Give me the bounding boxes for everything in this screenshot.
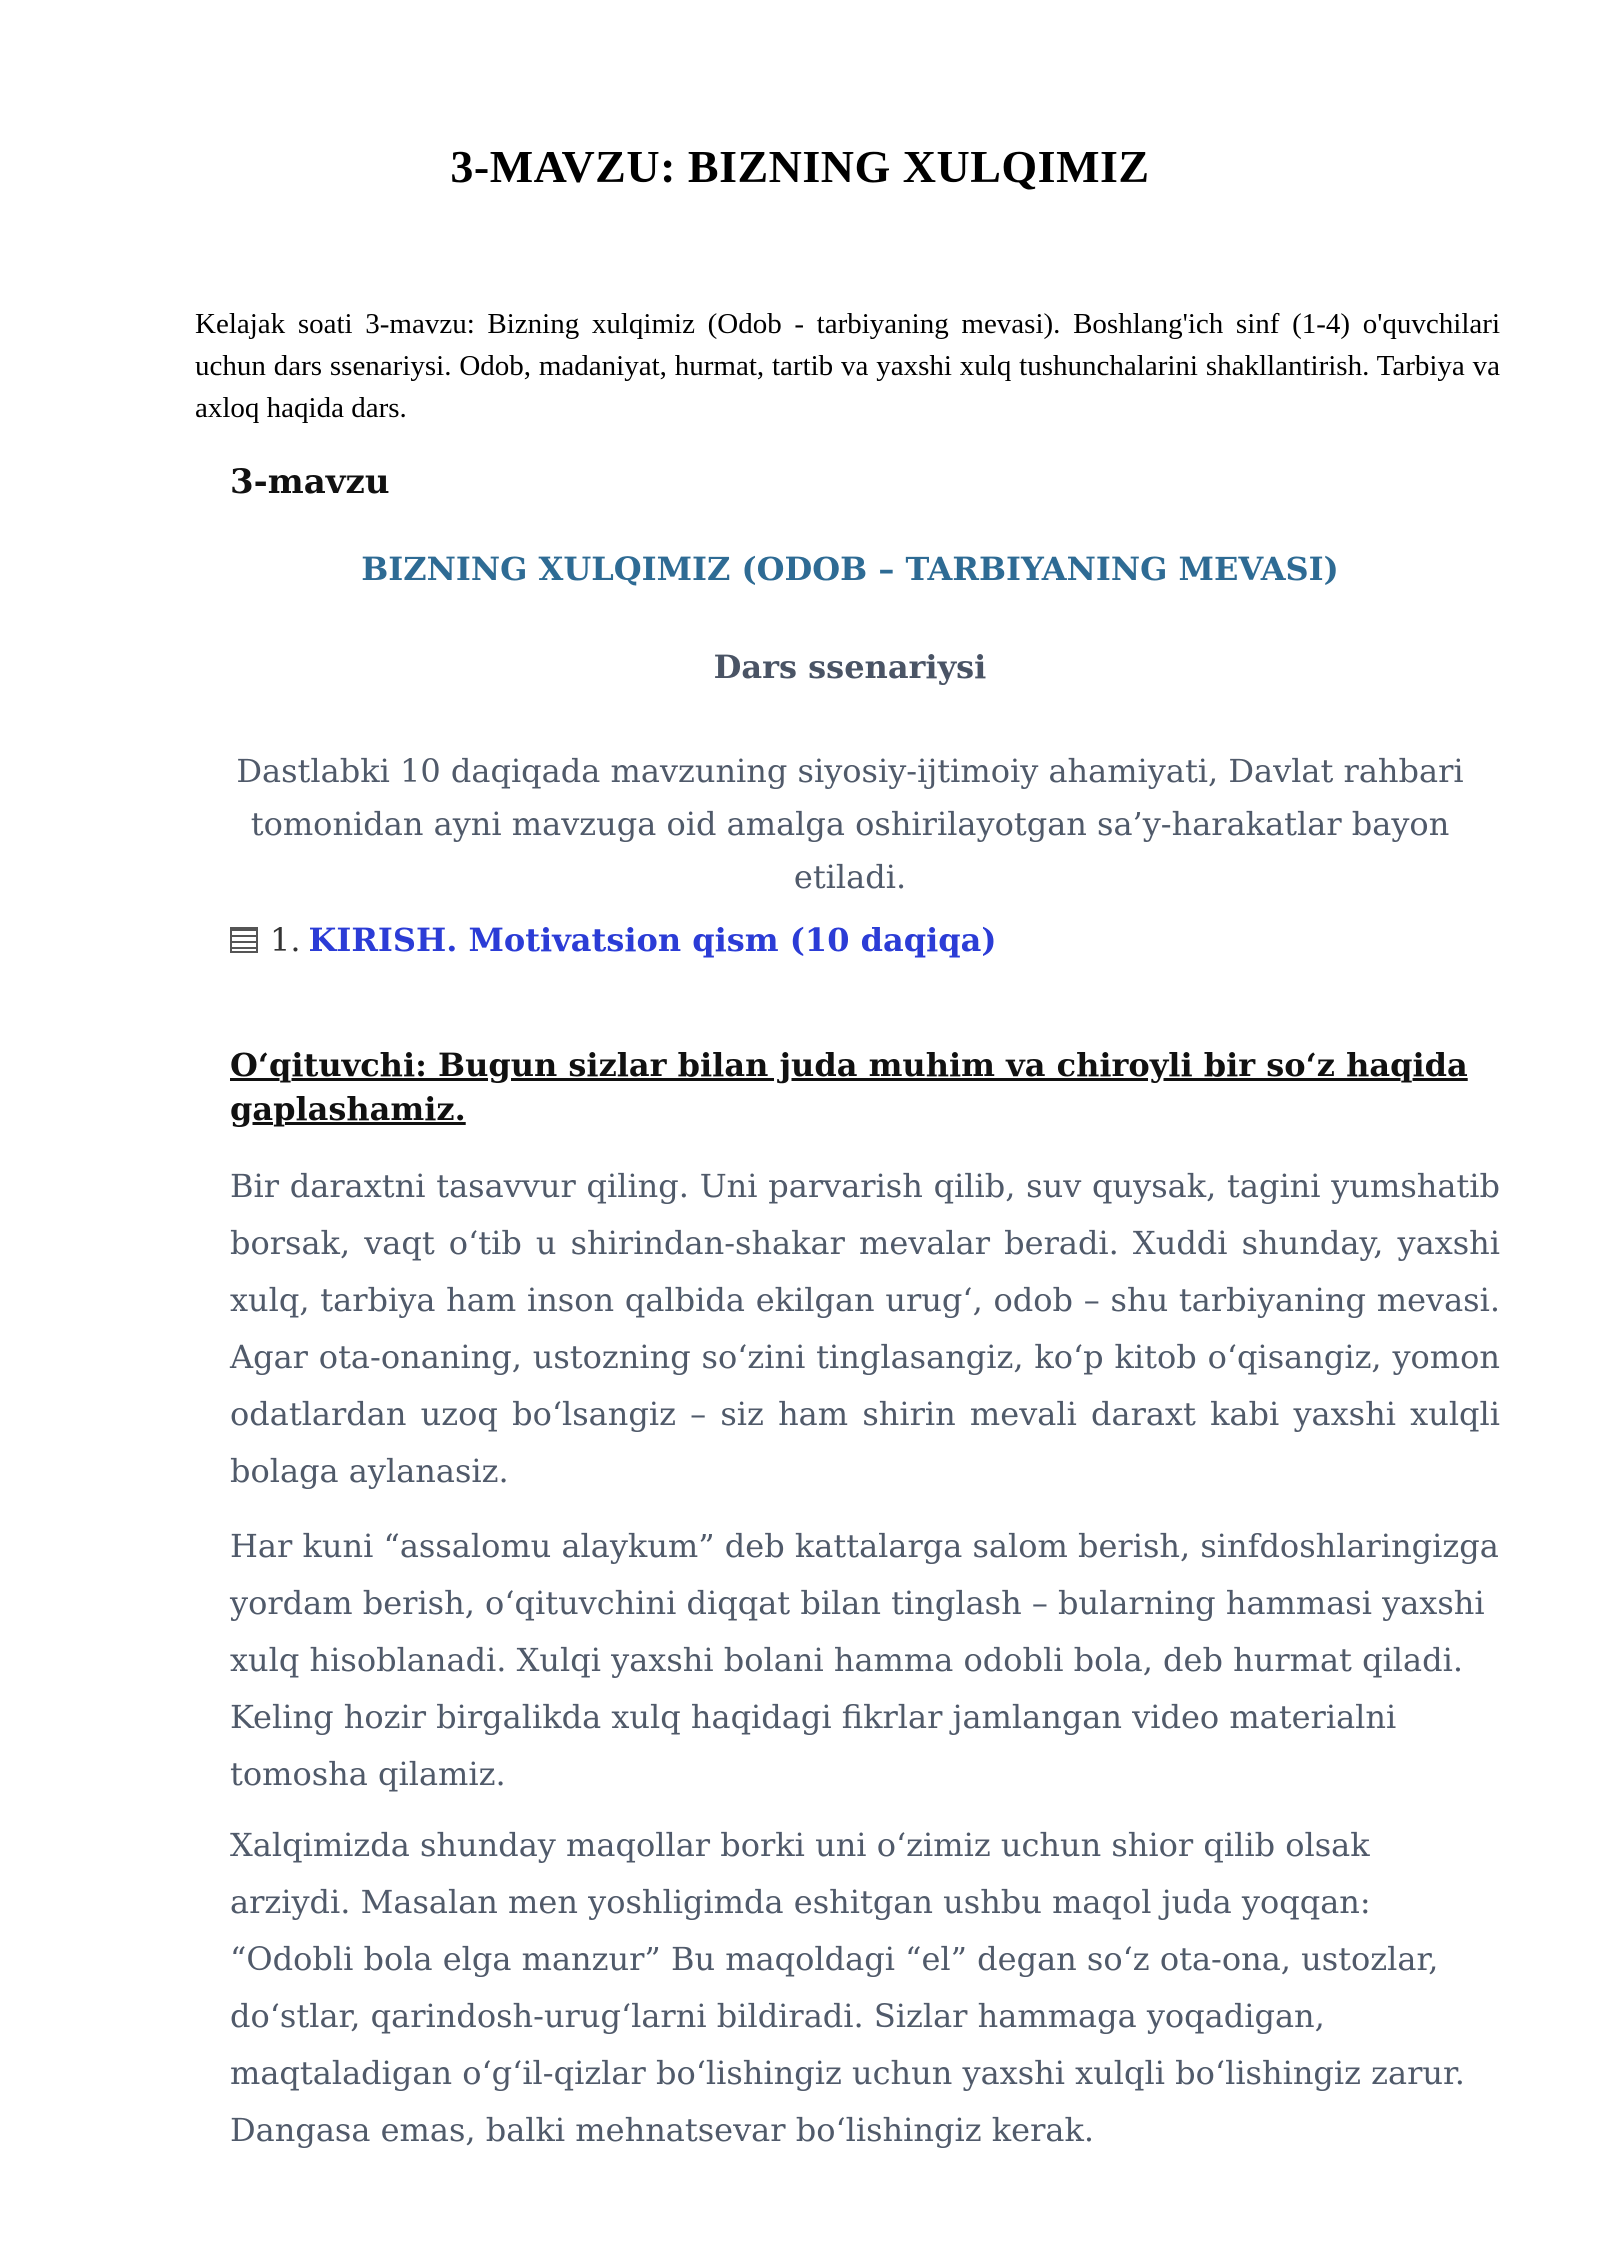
document-title: 3-MAVZU: BIZNING XULQIMIZ (450, 141, 1150, 192)
section-number: 1. (270, 921, 301, 959)
body-paragraph: Har kuni “assalomu alaykum” deb kattalarga salom berish, sinfdoshlaringizga yordam berish, o‘qituvchini diqqat bilan tinglash – bularning hammasi yaxshi xulq hisoblanadi. Xulqi yaxshi bolani hamma odobli bola, deb hurmat qiladi. Keling hozir birgalikda xulq haqidagi fikrlar jamlangan video materialni tomosha qilamiz. (230, 1527, 1499, 1793)
main-heading: BIZNING XULQIMIZ (ODOB – TARBIYANING MEVASI) (361, 550, 1339, 588)
topic-label: 3-mavzu (230, 462, 390, 502)
intro-note: Dastlabki 10 daqiqada mavzuning siyosiy-ijtimoiy ahamiyati, Davlat rahbari tomonidan ayni mavzuga oid amalga oshirilayotgan sa’y-harakatlar bayon etiladi. (236, 752, 1464, 896)
sub-heading: Dars ssenariysi (713, 648, 987, 686)
document-lines-icon (230, 927, 258, 953)
section-heading (230, 921, 1500, 959)
body-paragraph: Bir daraxtni tasavvur qiling. Uni parvarish qilib, suv quysak, tagini yumshatib borsak, vaqt o‘tib u shirindan-shakar mevalar beradi. Xuddi shunday, yaxshi xulq, tarbiya ham inson qalbida ekilgan urug‘, odob – shu tarbiyaning mevasi. Agar ota-onaning, ustozning so‘zini tinglasangiz, ko‘p kitob o‘qisangiz, yomon odatlardan uzoq bo‘lsangiz – siz ham shirin mevali daraxt kabi yaxshi xulqli bolaga aylanasiz. (230, 1167, 1500, 1490)
teacher-line: O‘qituvchi: Bugun sizlar bilan juda muhim va chiroyli bir so‘z haqida gaplashamiz. (230, 1046, 1468, 1128)
body-paragraph: Xalqimizda shunday maqollar borki uni o‘zimiz uchun shior qilib olsak arziydi. Masalan men yoshligimda eshitgan ushbu maqol juda yoqqan: “Odobli bola elga manzur” Bu maqoldagi “el” degan so‘z ota-ona, ustozlar, do‘stlar, qarindosh-urug‘larni bildiradi. Sizlar hammaga yoqadigan, maqtaladigan o‘g‘il-qizlar bo‘lishingiz uchun yaxshi xulqli bo‘lishingiz zarur. Dangasa emas, balki mehnatsevar bo‘lishingiz kerak. (230, 1826, 1465, 2149)
intro-paragraph: Kelajak soati 3-mavzu: Bizning xulqimiz (Odob - tarbiyaning mevasi). Boshlang'ich sinf (1-4) o'quvchilari uchun dars ssenariysi. Odob, madaniyat, hurmat, tartib va yaxshi xulq tushunchalarini shakllantirish. Tarbiya va axloq haqida dars. (195, 308, 1500, 424)
section-title: KIRISH. Motivatsion qism (10 daqiqa) (308, 921, 997, 959)
